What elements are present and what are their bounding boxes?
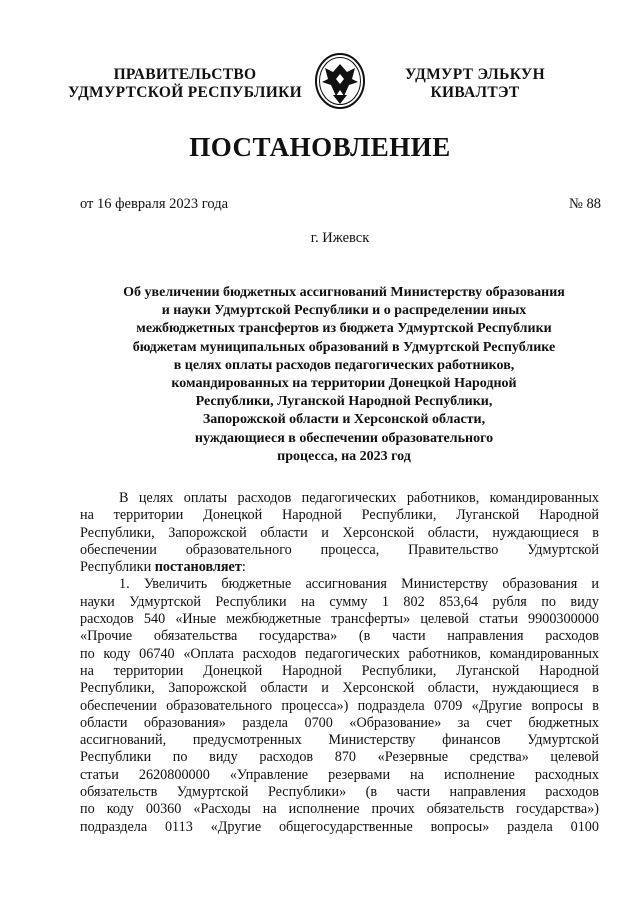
subject-line: межбюджетных трансфертов из бюджета Удмуртской Республики: [136, 321, 552, 337]
header-right-line-2: КИВАЛТЭТ: [430, 84, 520, 101]
body-line: обеспечении образовательного процесса») подраздела 0709 «Другие вопросы в: [80, 697, 599, 714]
subject-line: командированных на территории Донецкой Народной: [171, 376, 517, 392]
document-date: от 16 февраля 2023 года: [80, 196, 229, 212]
body-line: В целях оплаты расходов педагогических работников, командированных: [119, 490, 599, 506]
government-name-udmurt: [390, 66, 560, 102]
header-left-line-2: УДМУРТСКОЙ РЕСПУБЛИКИ: [67, 84, 302, 101]
body-line: области образования» раздела 0700 «Образование» за счет бюджетных: [80, 714, 599, 731]
body-line: по коду 06740 «Оплата расходов педагогических работников, командированных: [80, 645, 599, 662]
document-city: г. Ижевск: [310, 230, 370, 246]
body-line: Республики, Запорожской области и Херсонской области, нуждающиеся в: [80, 524, 599, 541]
subject-line: бюджетам муниципальных образований в Удмуртской Республике: [132, 339, 556, 355]
body-colon: :: [241, 559, 246, 576]
subject-line: и науки Удмуртской Республики и о распределении иных: [161, 303, 527, 319]
subject-line: процесса, на 2023 год: [277, 448, 411, 464]
document-body: [80, 490, 599, 836]
body-line-text: Республики: [80, 559, 152, 576]
body-line: «Прочие обязательства государства» (в части направления расходов: [80, 628, 599, 645]
udmurtia-coat-of-arms-icon: [314, 52, 366, 110]
subject-line: нуждающиеся в обеспечении образовательного: [194, 430, 494, 446]
body-line: обязательств Удмуртской Республики» (в части направления расходов: [80, 784, 599, 801]
header-left-line-1: ПРАВИТЕЛЬСТВО: [113, 66, 257, 83]
body-line: [80, 559, 599, 576]
document-subject: [80, 284, 608, 466]
body-line: на территории Донецкой Народной Республики, Луганской Народной: [80, 662, 599, 679]
body-line: расходов 540 «Иные межбюджетные трансферты» целевой статьи 9900300000: [80, 611, 599, 628]
body-line: статьи 2620800000 «Управление резервами на исполнение расходных: [80, 766, 599, 783]
body-line: Республики по виду расходов 870 «Резервные средства» целевой: [80, 749, 599, 766]
subject-line: Об увеличении бюджетных ассигнований Министерству образования: [123, 285, 565, 300]
body-line: Республики, Запорожской области и Херсонской области, нуждающиеся в: [80, 680, 599, 697]
body-line: науки Удмуртской Республики на сумму 1 802 853,64 рубля по виду: [80, 593, 599, 610]
subject-line: Запорожской области и Херсонской области,: [202, 412, 486, 428]
government-name-russian: [60, 66, 310, 102]
body-line: на территории Донецкой Народной Республики, Луганской Народной: [80, 507, 599, 524]
document-number: № 88: [569, 196, 601, 212]
header-right-line-1: УДМУРТ ЭЛЬКУН: [405, 66, 545, 83]
subject-line: Республики, Луганской Народной Республики,: [195, 394, 493, 410]
body-line: подраздела 0113 «Другие общегосударственные вопросы» раздела 0100: [80, 818, 599, 835]
document-title: ПОСТАНОВЛЕНИЕ: [189, 132, 451, 162]
subject-line: в целях оплаты расходов педагогических работников,: [173, 357, 515, 373]
body-line: по коду 00360 «Расходы на исполнение прочих обязательств государства»): [80, 801, 599, 818]
resolves-keyword: постановляет: [154, 559, 242, 576]
body-line: ассигнований, предусмотренных Министерству финансов Удмуртской: [80, 732, 599, 749]
body-line: обеспечении образовательного процесса, Правительство Удмуртской: [80, 541, 599, 558]
body-line: 1. Увеличить бюджетные ассигнования Министерству образования и: [119, 576, 599, 593]
